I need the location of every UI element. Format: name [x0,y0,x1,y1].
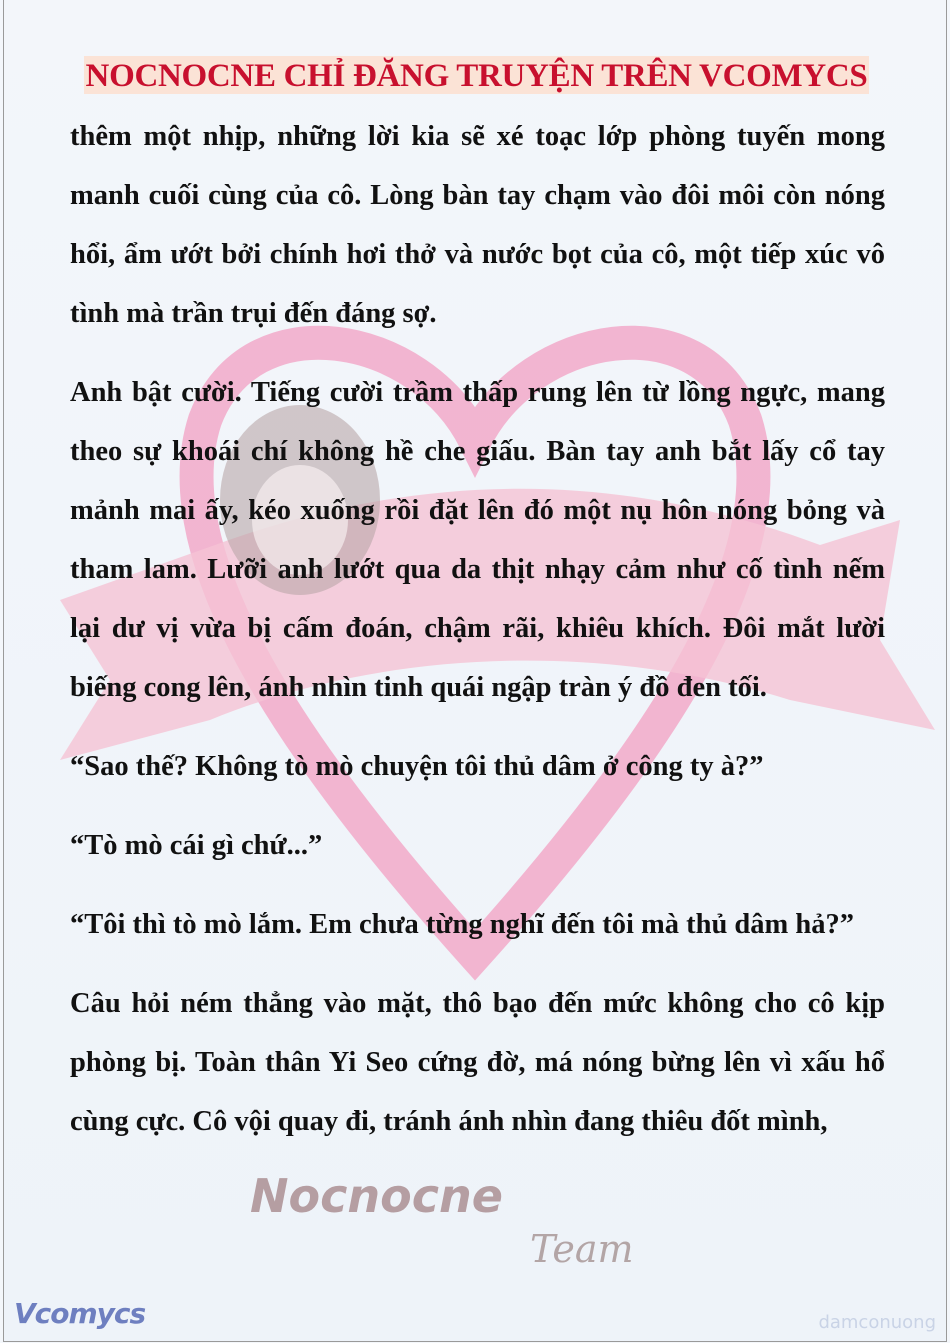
text-line: cùng cực. Cô vội quay đi, tránh ánh nhìn đang thiêu đốt mình, [70,1106,828,1137]
paragraph [70,744,885,803]
text-line: tình mà trần trụi đến đáng sợ. [70,298,437,329]
text-line: biếng cong lên, ánh nhìn tinh quái ngập tràn ý đồ đen tối. [70,672,767,703]
damconuong-watermark: damconuong [818,1312,936,1333]
watermark-name: Nocnocne [250,1169,503,1223]
text-line: phòng bị. Toàn thân Yi Seo cứng đờ, má nóng bừng lên vì xấu hổ [70,1047,885,1078]
text-line: “Sao thế? Không tò mò chuyện tôi thủ dâm ở công ty à?” [70,751,764,782]
text-line: manh cuối cùng của cô. Lòng bàn tay chạm vào đôi môi còn nóng [70,180,885,211]
text-line: Câu hỏi ném thẳng vào mặt, thô bạo đến mức không cho cô kịp [70,988,885,1019]
text-line: tham lam. Lưỡi anh lướt qua da thịt nhạy cảm như cố tình nếm [70,554,885,585]
paragraph [70,370,885,724]
text-line: hổi, ẩm ướt bởi chính hơi thở và nước bọt của cô, một tiếp xúc vô [70,239,885,270]
text-line: “Tò mò cái gì chứ...” [70,830,323,861]
text-line: theo sự khoái chí không hề che giấu. Bàn tay anh bắt lấy cổ tay [70,436,885,467]
text-line: Anh bật cười. Tiếng cười trầm thấp rung lên từ lồng ngực, mang [70,377,885,408]
text-line: mảnh mai ấy, kéo xuống rồi đặt lên đó một nụ hôn nóng bỏng và [70,495,885,526]
text-line: thêm một nhịp, những lời kia sẽ xé toạc lớp phòng tuyến mong [70,121,885,152]
paragraph [70,823,885,882]
story-text [70,114,885,1178]
text-line: lại dư vị vừa bị cấm đoán, chậm rãi, khiêu khích. Đôi mắt lười [70,613,885,644]
site-notice-banner [84,56,869,94]
paragraph [70,114,885,350]
vcomycs-logo: Vcomycs [14,1297,146,1330]
paragraph [70,902,885,961]
paragraph [70,981,885,1158]
text-line: “Tôi thì tò mò lắm. Em chưa từng nghĩ đến tôi mà thủ dâm hả?” [70,909,855,940]
site-notice-title: NOCNOCNE CHỈ ĐĂNG TRUYỆN TRÊN VCOMYCS [85,58,868,94]
watermark-team: Team [530,1227,634,1271]
